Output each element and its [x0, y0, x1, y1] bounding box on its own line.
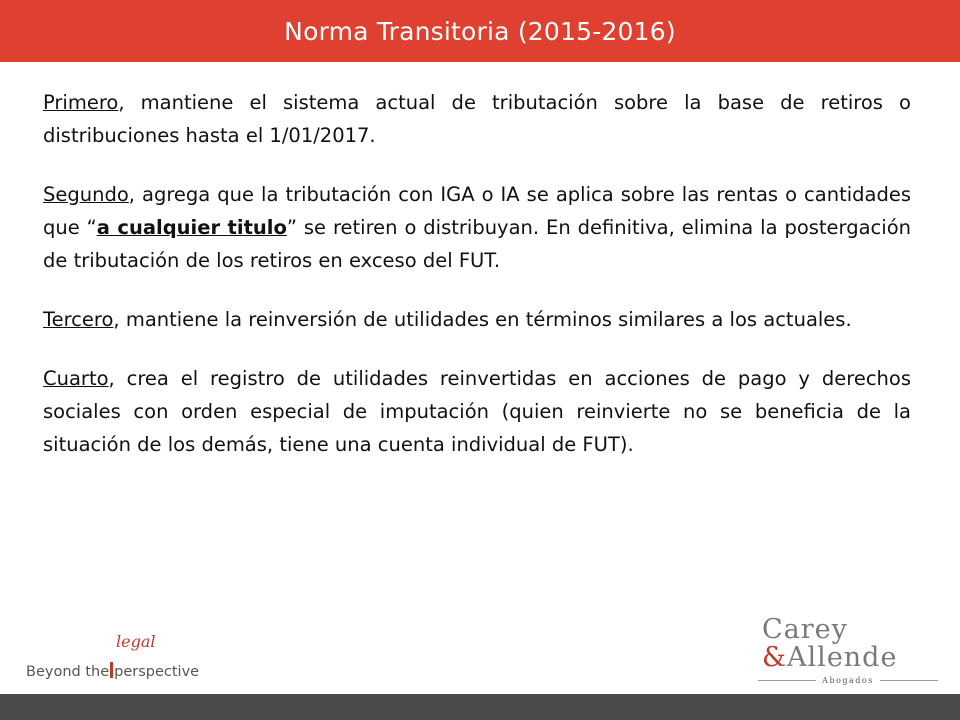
- logo-tagline: [26, 662, 199, 680]
- paragraph-text: , mantiene el sistema actual de tributación sobre la base de retiros o distribuciones hasta el 1/01/2017.: [43, 91, 911, 147]
- logo-carey: Carey: [762, 614, 848, 645]
- logo-tagline-prefix: Beyond the: [26, 664, 110, 680]
- logo-ampersand: &: [762, 642, 788, 673]
- divider: [758, 680, 816, 681]
- paragraph-text: , crea el registro de utilidades reinvertidas en acciones de pago y derechos sociales con orden especial de imputación (quien reinvierte no se beneficia de la situación de los demás, tiene una cuenta individual de FUT).: [43, 367, 911, 456]
- paragraph-lead: Primero: [43, 91, 119, 114]
- paragraph-tercero: [43, 303, 911, 336]
- title-bar: [0, 0, 960, 62]
- logo-tagline-suffix: perspective: [114, 664, 200, 680]
- paragraph-segundo: [43, 178, 911, 277]
- beyond-legal-logo: [26, 632, 206, 684]
- paragraph-cuarto: [43, 362, 911, 461]
- slide-body: [43, 86, 911, 487]
- footer-bar: [0, 694, 960, 720]
- paragraph-text: , mantiene la reinversión de utilidades en términos similares a los actuales.: [113, 308, 852, 331]
- logo-bar-icon: [110, 662, 113, 678]
- logo-abogados: Abogados: [822, 675, 874, 685]
- logo-allende-line: [762, 642, 897, 673]
- paragraph-primero: [43, 86, 911, 152]
- paragraph-lead: Segundo: [43, 183, 129, 206]
- paragraph-lead: Cuarto: [43, 367, 109, 390]
- paragraph-lead: Tercero: [43, 308, 114, 331]
- carey-allende-logo: [758, 614, 938, 686]
- paragraph-text: ” se retiren o distribuyan. En definitiva, elimina la postergación de tributación de los retiros en exceso del FUT.: [43, 216, 911, 272]
- logo-allende: Allende: [787, 642, 898, 673]
- logo-sub-row: [758, 674, 938, 686]
- logo-legal-text: legal: [116, 632, 156, 651]
- divider: [880, 680, 938, 681]
- slide-title: Norma Transitoria (2015-2016): [284, 16, 676, 46]
- emphasis-text: a cualquier titulo: [96, 216, 287, 239]
- paragraph-text: , agrega que la tributación con IGA o IA se aplica sobre las rentas o cantidades que “: [43, 183, 911, 239]
